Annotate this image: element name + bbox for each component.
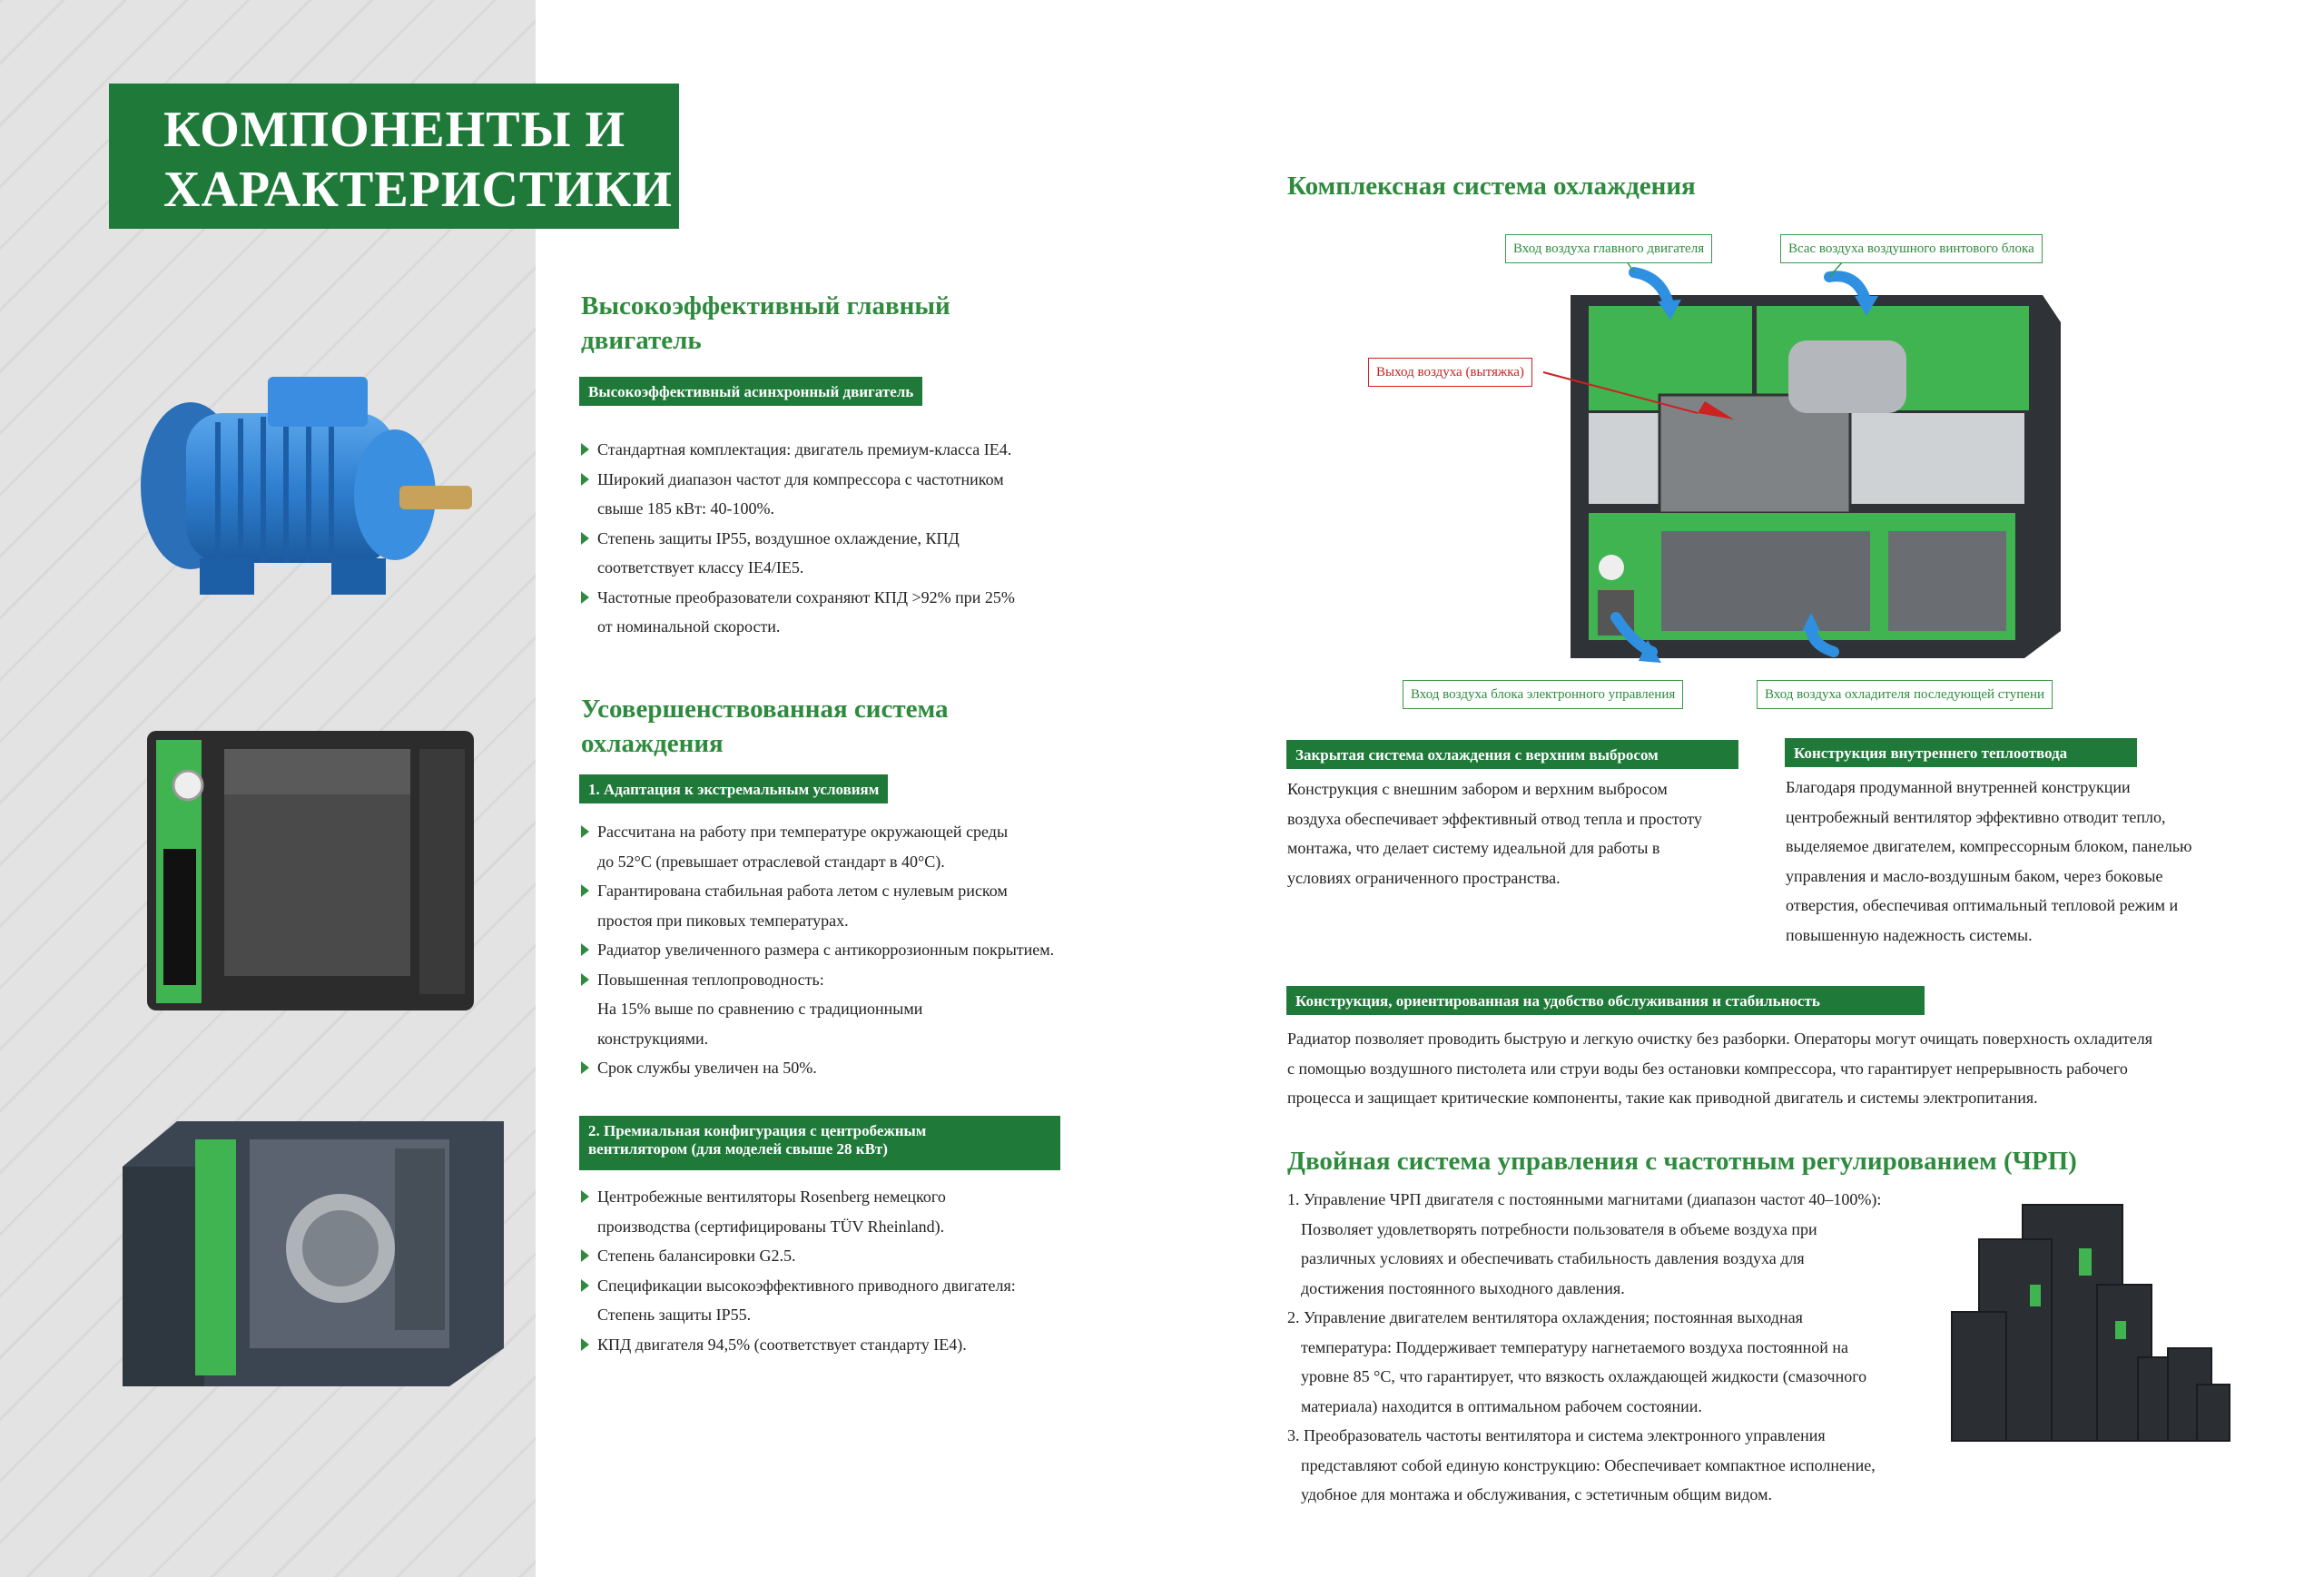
- bullet-line: свыше 185 кВт: 40-100%.: [597, 499, 775, 517]
- page-title-line2: ХАРАКТЕРИСТИКИ: [163, 162, 673, 218]
- bullet-line: Центробежные вентиляторы Rosenberg немецкого: [597, 1188, 946, 1206]
- text-line: Конструкция с внешним забором и верхним выбросом: [1287, 780, 1668, 798]
- bullet-line: Рассчитана на работу при температуре окружающей среды: [597, 823, 1009, 841]
- vfd-line: температура: Поддерживает температуру нагнетаемого воздуха постоянной на: [1301, 1337, 1848, 1356]
- vfd-line: 2. Управление двигателем вентилятора охлаждения; постоянная выходная: [1287, 1308, 1803, 1326]
- vfd-item: [1287, 1185, 1941, 1303]
- vfd-heading: Двойная система управления с частотным регулированием (ЧРП): [1287, 1147, 2077, 1176]
- text-line: воздуха обеспечивает эффективный отвод тепла и простоту: [1287, 809, 1702, 828]
- bullet-line: Частотные преобразователи сохраняют КПД >92% при 25%: [597, 587, 1015, 606]
- bullet-line: производства (сертифицированы TÜV Rheinland).: [597, 1217, 945, 1236]
- vfd-line: материала) находится в оптимальном рабочем состоянии.: [1301, 1396, 1702, 1415]
- bullet-line: Повышенная теплопроводность:: [597, 970, 824, 989]
- cooling-tag-1: 1. Адаптация к экстремальным условиям: [579, 774, 888, 803]
- cooling-tag-2-line1: 2. Премиальная конфигурация с центробежным: [588, 1122, 927, 1139]
- vfd-line: достижения постоянного выходного давления.: [1301, 1278, 1625, 1297]
- page-title-line1: КОМПОНЕНТЫ И: [163, 102, 626, 158]
- closed-system-tag: Закрытая система охлаждения с верхним выбросом: [1286, 740, 1738, 769]
- vfd-list: [1287, 1185, 1941, 1510]
- vfd-item: [1287, 1303, 1941, 1421]
- bullet-line: простоя при пиковых температурах.: [597, 911, 849, 930]
- callout-electronics-in: Вход воздуха блока электронного управления: [1403, 680, 1683, 709]
- bullet-line: до 52°C (превышает отраслевой стандарт в 40°C).: [597, 852, 945, 871]
- bullet-line: КПД двигателя 94,5% (соответствует стандарту IE4).: [597, 1335, 967, 1354]
- bullet-line: Степень балансировки G2.5.: [597, 1247, 796, 1265]
- internal-heat-tag: Конструкция внутреннего теплоотвода: [1785, 738, 2137, 767]
- cooling-tag-2-line2: вентилятором (для моделей свыше 28 кВт): [588, 1140, 888, 1158]
- vfd-line: 3. Преобразователь частоты вентилятора и система электронного управления: [1287, 1426, 1826, 1444]
- callout-exhaust: Выход воздуха (вытяжка): [1368, 358, 1532, 387]
- bullet-line: Степень защиты IP55, воздушное охлаждение, КПД: [597, 528, 960, 547]
- service-text: [1287, 1024, 2286, 1113]
- service-tag: Конструкция, ориентированная на удобство обслуживания и стабильность: [1286, 986, 1925, 1015]
- bullet-line: Широкий диапазон частот для компрессора с частотником: [597, 469, 1004, 488]
- callout-main-motor-in: Вход воздуха главного двигателя: [1505, 234, 1712, 263]
- bullet-line: На 15% выше по сравнению с традиционными: [597, 1000, 923, 1018]
- closed-system-text: [1287, 774, 1777, 892]
- callout-screw-in: Всас воздуха воздушного винтового блока: [1780, 234, 2043, 263]
- text-line: процесса и защищает критические компоненты, такие как приводной двигатель и системы электропитания.: [1287, 1089, 2038, 1107]
- internal-heat-text: [1786, 773, 2276, 950]
- text-line: повышенную надежность системы.: [1786, 925, 2033, 944]
- bullet-line: Радиатор увеличенного размера с антикоррозионным покрытием.: [597, 941, 1055, 959]
- text-line: управления и масло-воздушным баком, через боковые: [1786, 866, 2163, 885]
- motor-heading-line2: двигатель: [581, 326, 702, 355]
- vfd-cabinets-image: [1952, 1203, 2233, 1448]
- bullet-line: Стандартная комплектация: двигатель премиум-класса IE4.: [597, 440, 1012, 458]
- text-line: условиях ограниченного пространства.: [1287, 868, 1561, 887]
- bullet-line: соответствует классу IE4/IE5.: [597, 558, 804, 577]
- bullet-line: Срок службы увеличен на 50%.: [597, 1059, 817, 1077]
- cooling-heading-line2: охлаждения: [581, 729, 724, 758]
- cooling-heading-line1: Усовершенствованная система: [581, 695, 949, 724]
- text-line: с помощью воздушного пистолета или струи воды без остановки компрессора, что гарантирует непрерывность рабочего: [1287, 1059, 2128, 1078]
- text-line: отверстия, обеспечивая оптимальный тепловой режим и: [1786, 896, 2179, 914]
- text-line: выделяемое двигателем, компрессорным блоком, панелью: [1786, 837, 2192, 855]
- bullet-line: Спецификации высокоэффективного приводного двигателя:: [597, 1276, 1016, 1295]
- complex-heading: Комплексная система охлаждения: [1287, 172, 1696, 201]
- vfd-line: Позволяет удовлетворять потребности пользователя в объеме воздуха при: [1301, 1219, 1817, 1238]
- bullet-line: Гарантирована стабильная работа летом с нулевым риском: [597, 882, 1008, 900]
- bullet-line: Степень защиты IP55.: [597, 1306, 752, 1324]
- motor-tag: Высокоэффективный асинхронный двигатель: [579, 377, 922, 406]
- bullet-line: конструкциями.: [597, 1029, 709, 1048]
- vfd-line: 1. Управление ЧРП двигателя с постоянными магнитами (диапазон частот 40–100%):: [1287, 1190, 1882, 1208]
- vfd-line: удобное для монтажа и обслуживания, с эстетичным общим видом.: [1301, 1485, 1772, 1503]
- vfd-line: уровне 85 °C, что гарантирует, что вязкость охлаждающей жидкости (смазочного: [1301, 1367, 1867, 1385]
- vfd-line: представляют собой единую конструкцию: Обеспечивает компактное исполнение,: [1301, 1455, 1876, 1474]
- text-line: Радиатор позволяет проводить быструю и легкую очистку без разборки. Операторы могут очищать поверхность охладителя: [1287, 1030, 2152, 1048]
- vfd-item: [1287, 1421, 1941, 1510]
- arrow-main-motor-in-icon: [1634, 272, 1669, 304]
- vfd-line: различных условиях и обеспечивать стабильность давления воздуха для: [1301, 1249, 1805, 1267]
- text-line: Благодаря продуманной внутренней конструкции: [1786, 778, 2131, 796]
- bullet-line: от номинальной скорости.: [597, 617, 781, 636]
- motor-heading-line1: Высокоэффективный главный: [581, 291, 950, 320]
- text-line: центробежный вентилятор эффективно отводит тепло,: [1786, 807, 2166, 826]
- text-line: монтажа, что делает систему идеальной для работы в: [1287, 839, 1660, 857]
- callout-cooler-in: Вход воздуха охладителя последующей ступени: [1757, 680, 2053, 709]
